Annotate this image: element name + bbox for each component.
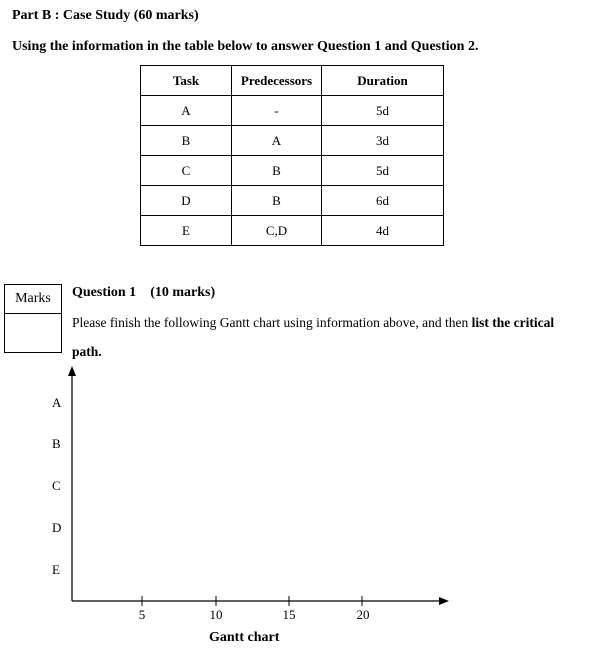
predecessors-cell: B — [232, 156, 322, 186]
gantt-chart-caption: Gantt chart — [209, 630, 280, 645]
x-tick-label-5: 5 — [138, 607, 146, 622]
predecessors-cell: B — [232, 186, 322, 216]
gantt-row-label-b: B — [52, 436, 61, 451]
question1-marks: (10 marks) — [150, 285, 216, 300]
x-tick-label-15: 15 — [282, 607, 296, 622]
task-cell: B — [141, 126, 232, 156]
gantt-row-label-c: C — [52, 478, 61, 493]
question1-label: Question 1 — [72, 285, 137, 300]
gantt-row-label-d: D — [52, 520, 62, 535]
duration-cell: 5d — [322, 96, 444, 126]
predecessors-cell: A — [232, 126, 322, 156]
x-tick-label-20: 20 — [356, 607, 370, 622]
gantt-row-label-a: A — [52, 395, 62, 410]
task-cell: C — [141, 156, 232, 186]
task-cell: E — [141, 216, 232, 246]
question1-text-plain: Please finish the following Gantt chart using information above, and then — [72, 315, 472, 330]
task-cell: D — [141, 186, 232, 216]
gantt-row-label-e: E — [52, 562, 60, 577]
predecessors-cell: C,D — [232, 216, 322, 246]
intro-text: Using the information in the table below to answer Question 1 and Question 2. — [12, 39, 479, 54]
question1-text-line2: path. — [72, 344, 102, 359]
duration-cell: 5d — [322, 156, 444, 186]
x-axis-arrow — [439, 597, 449, 605]
marks-label: Marks — [5, 285, 61, 314]
predecessors-cell: - — [232, 96, 322, 126]
x-tick-label-10: 10 — [209, 607, 223, 622]
duration-cell: 4d — [322, 216, 444, 246]
y-axis-arrow — [68, 366, 76, 376]
duration-cell: 3d — [322, 126, 444, 156]
table-header-duration: Duration — [322, 66, 444, 96]
part-title: Part B : Case Study (60 marks) — [12, 8, 199, 23]
task-cell: A — [141, 96, 232, 126]
question1-text-bold: list the critical — [471, 315, 555, 330]
duration-cell: 6d — [322, 186, 444, 216]
table-header-predecessors: Predecessors — [232, 66, 322, 96]
table-header-task: Task — [141, 66, 232, 96]
